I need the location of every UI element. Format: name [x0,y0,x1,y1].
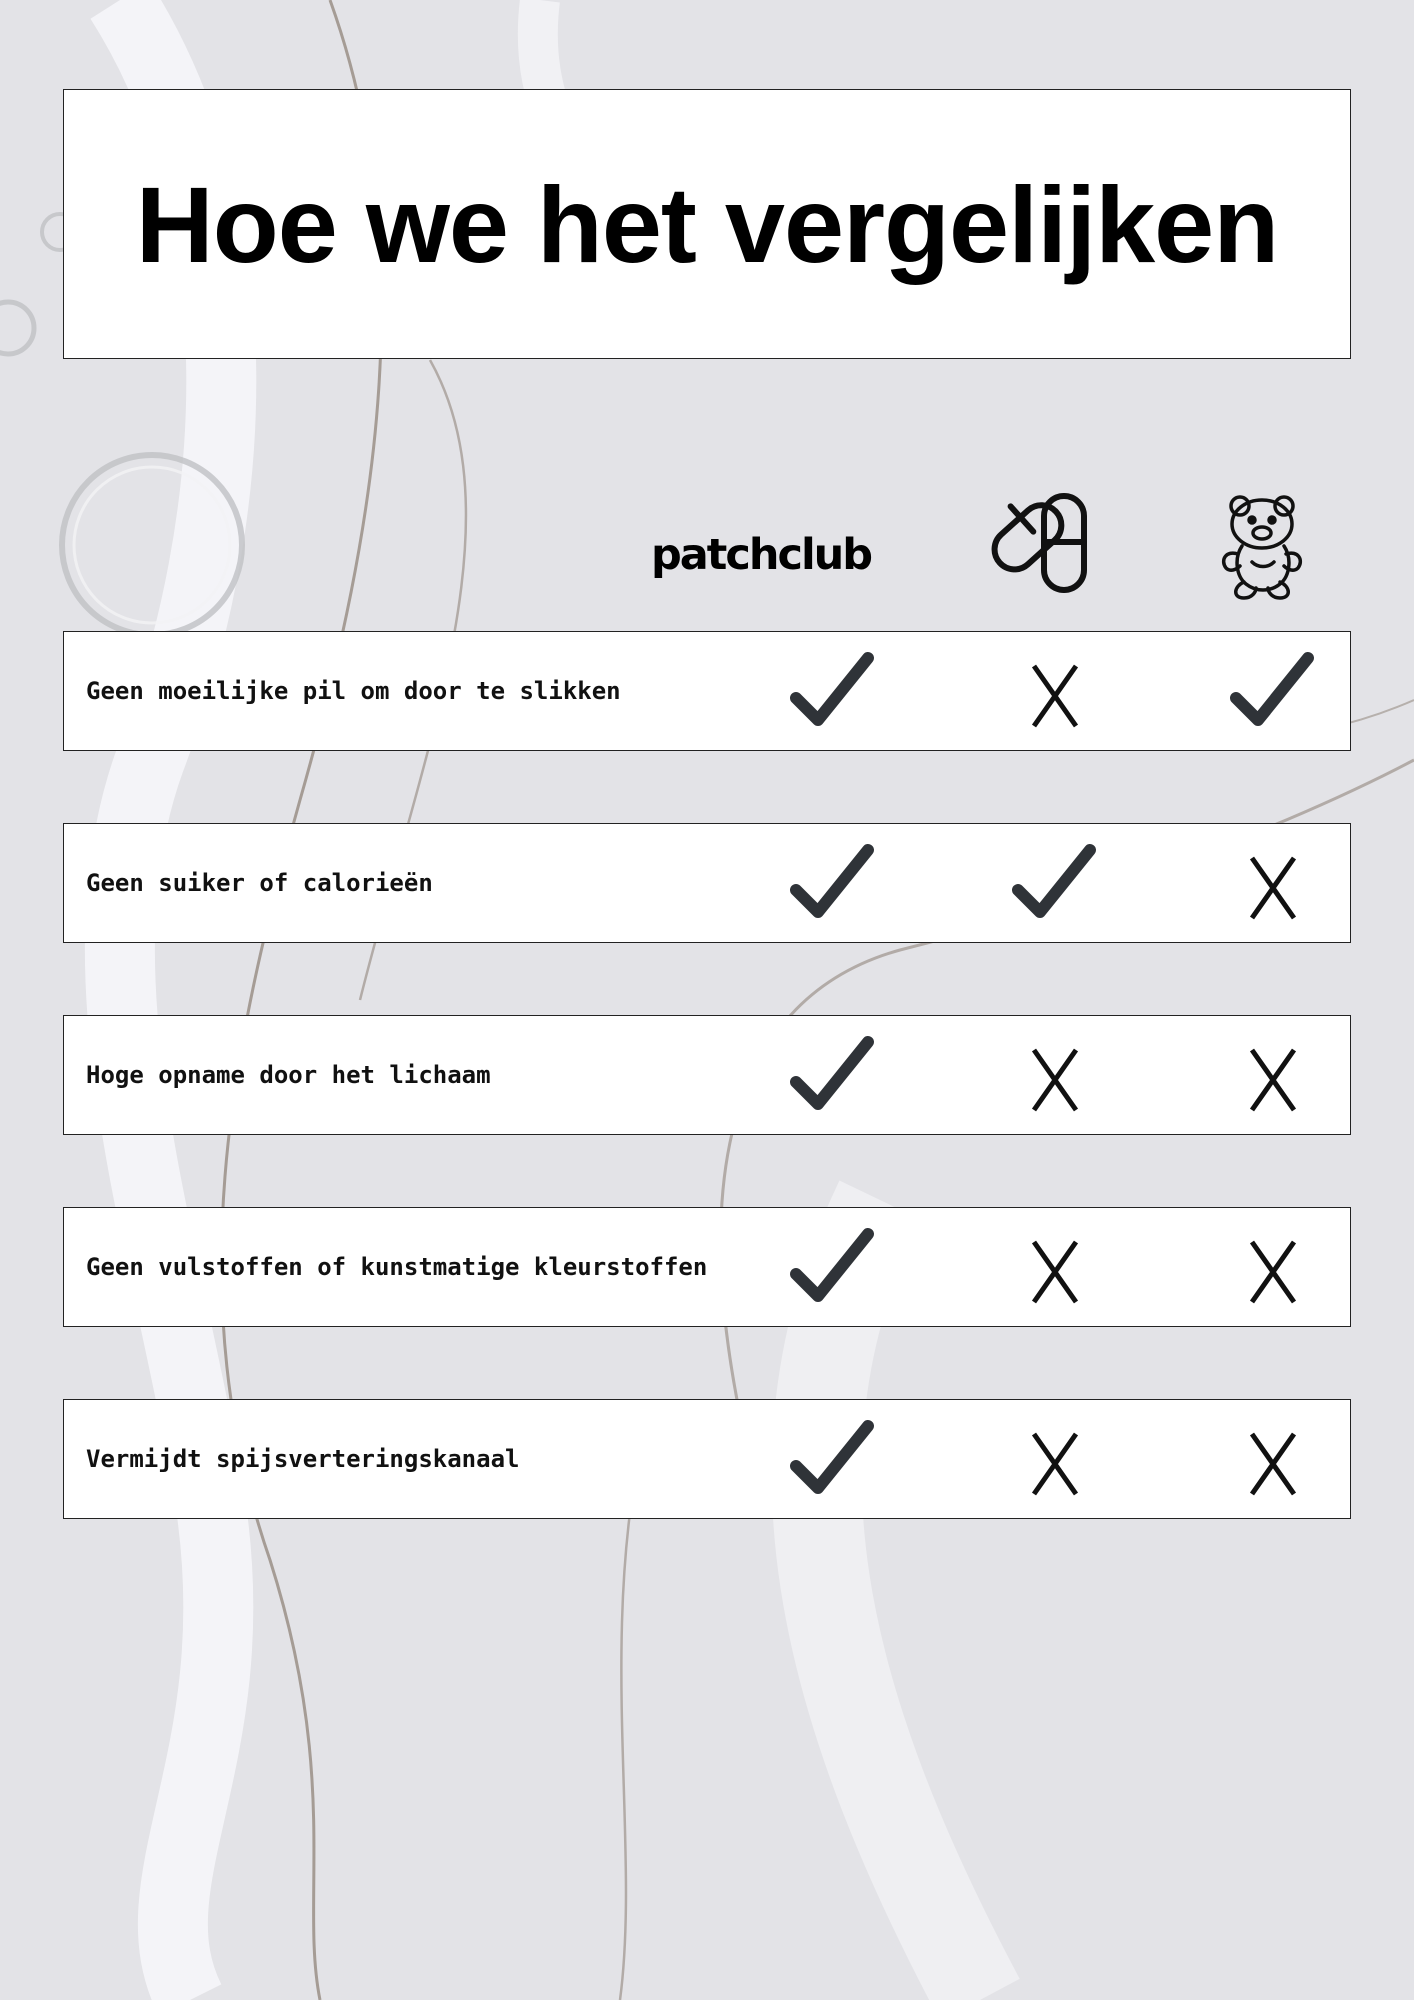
check-icon [788,842,878,926]
title-box [63,89,1351,359]
gummy-bear-icon [1216,488,1312,600]
x-icon [1010,1418,1100,1502]
x-icon [1010,1226,1100,1310]
x-icon [1228,842,1318,926]
row-label: Geen vulstoffen of kunstmatige kleurstoffen [86,1253,708,1281]
comparison-row [63,823,1351,943]
check-icon [1228,650,1318,734]
row-label: Geen suiker of calorieën [86,869,433,897]
x-icon [1228,1034,1318,1118]
comparison-row [63,1207,1351,1327]
check-icon [1010,842,1100,926]
check-icon [788,1418,878,1502]
comparison-row [63,631,1351,751]
page-title: Hoe we het vergelijken [135,163,1279,285]
check-icon [788,1226,878,1310]
check-icon [788,650,878,734]
check-icon [788,1034,878,1118]
brand-logo: patchclub [651,530,872,580]
row-label: Geen moeilijke pil om door te slikken [86,677,621,705]
x-icon [1228,1226,1318,1310]
pill-capsules-icon [972,478,1094,600]
comparison-row [63,1015,1351,1135]
comparison-row [63,1399,1351,1519]
x-icon [1228,1418,1318,1502]
row-label: Vermijdt spijsverteringskanaal [86,1445,520,1473]
row-label: Hoge opname door het lichaam [86,1061,491,1089]
x-icon [1010,650,1100,734]
x-icon [1010,1034,1100,1118]
